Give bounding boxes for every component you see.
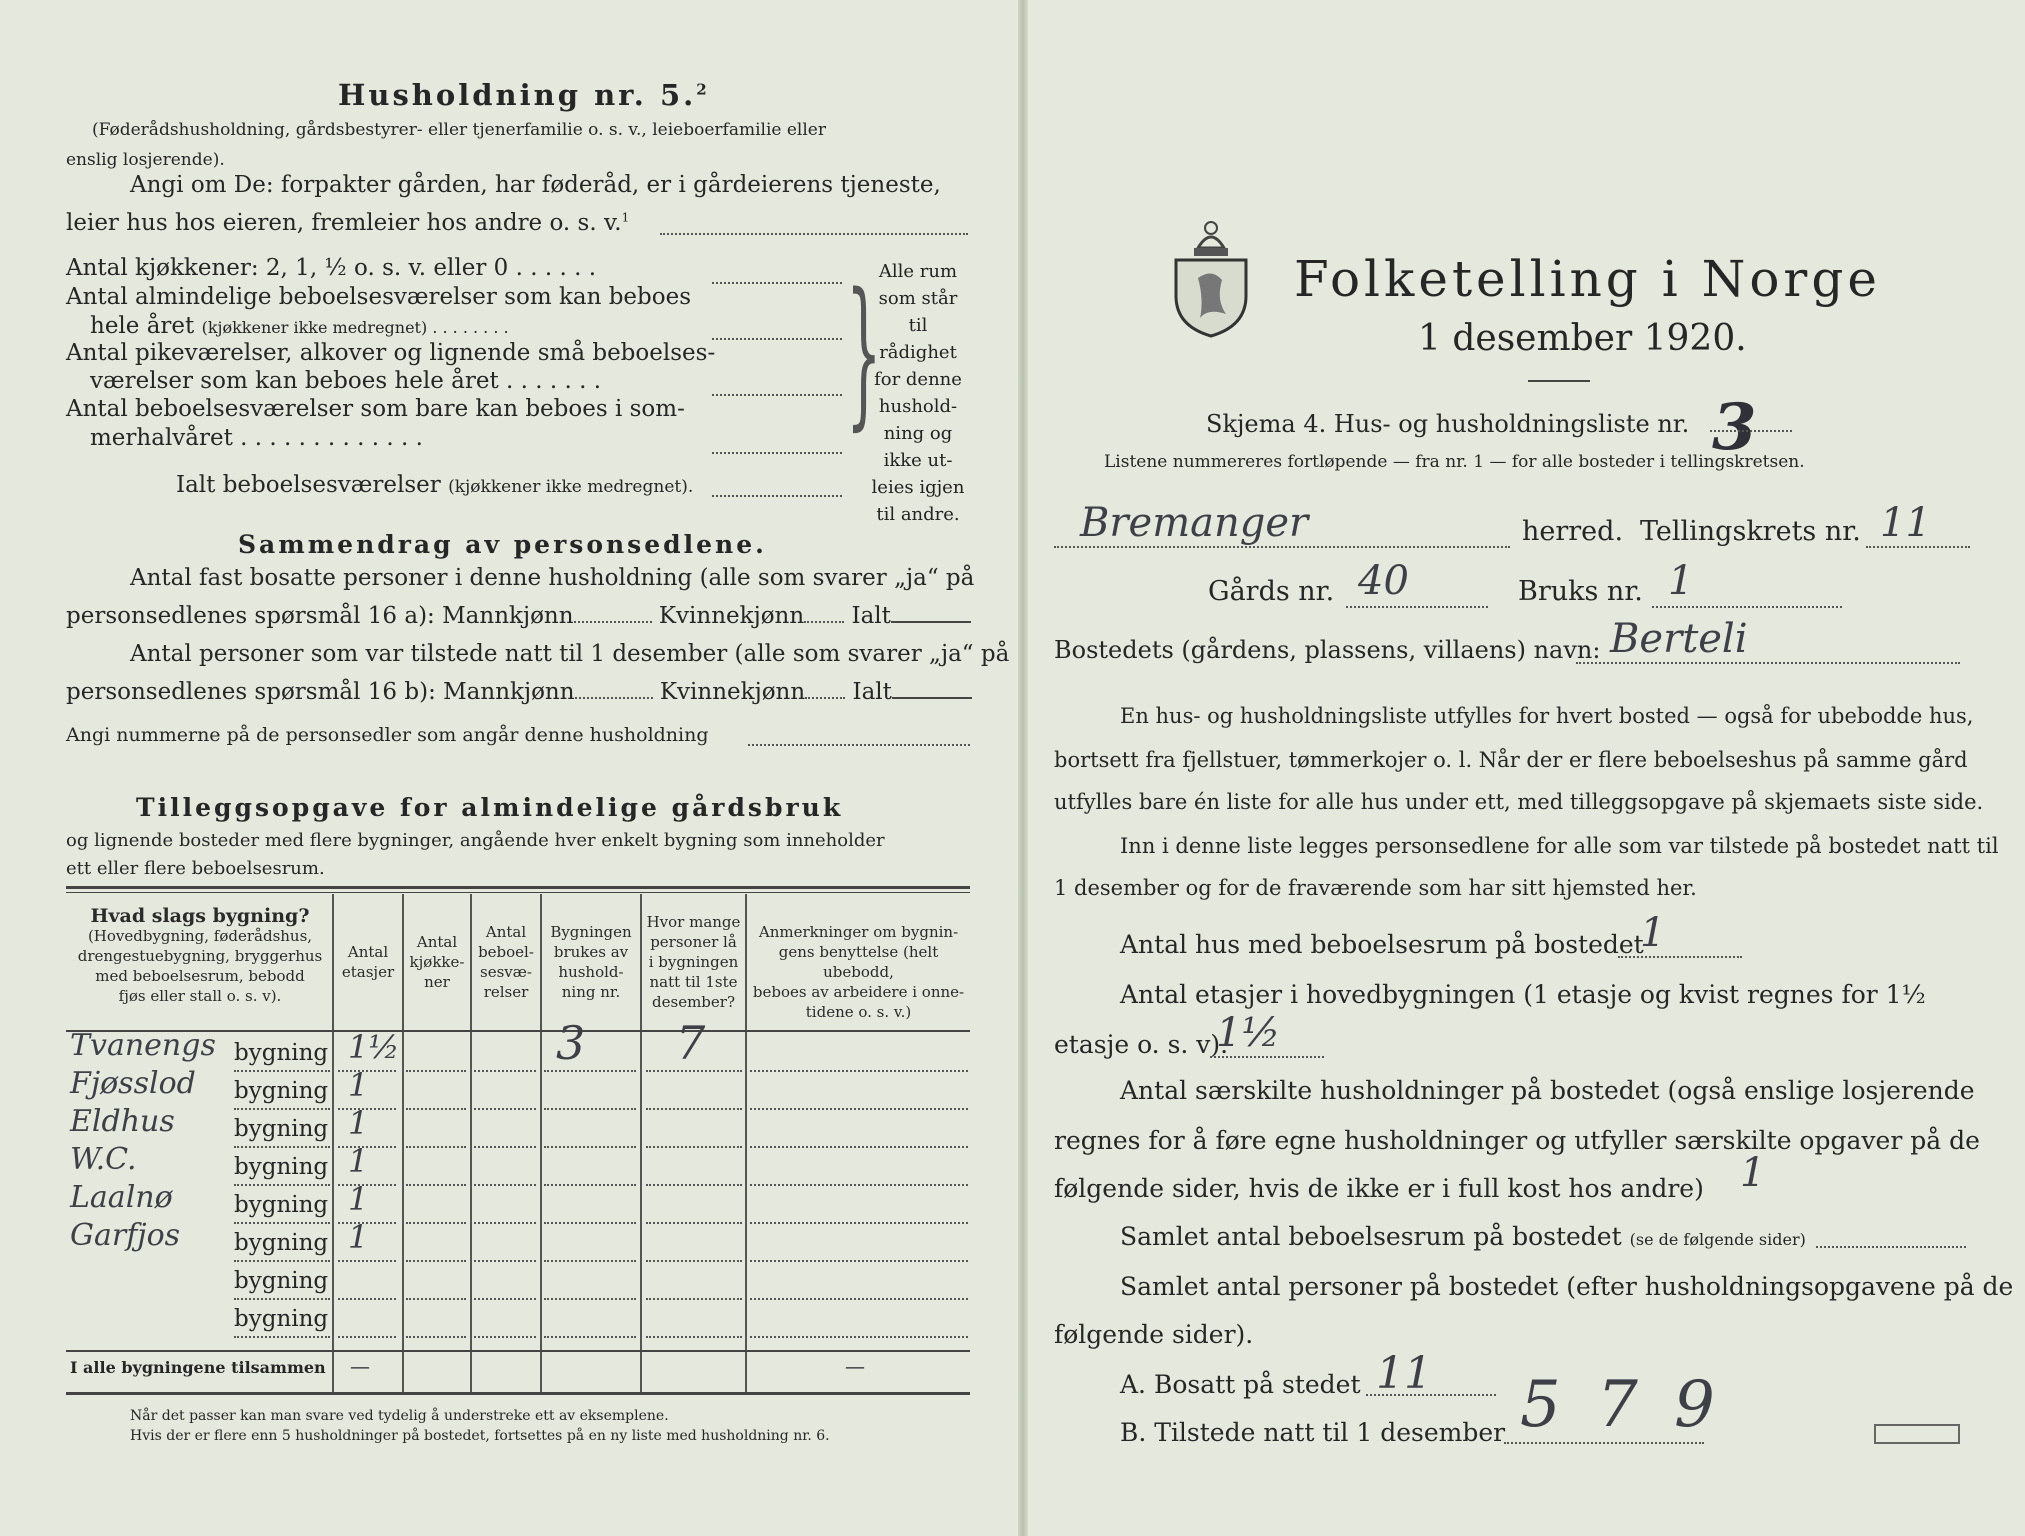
- row-cell-line: [234, 1184, 330, 1186]
- qa-line: [1366, 1394, 1496, 1396]
- angi-line-2-text: leier hus hos eieren, fremleier hos andre o. s. v.: [66, 210, 622, 236]
- page-fold: [1018, 0, 1028, 1536]
- rooms-ordinary-2a: hele året: [90, 313, 195, 339]
- q5-line-2: følgende sider).: [1054, 1320, 1254, 1349]
- summary-kvinne-b: Kvinnekjønn: [659, 679, 806, 705]
- row-cell-line: [406, 1184, 466, 1186]
- header-line: sesvæ-: [480, 963, 532, 981]
- side-note-line: som står til: [878, 288, 958, 336]
- kitchens-answer-line: [712, 282, 842, 284]
- nummerne-answer-line: [748, 744, 970, 746]
- header-line: ner: [424, 973, 450, 991]
- row-cell-line: [544, 1184, 636, 1186]
- building-type-handwritten: Eldhus: [70, 1104, 175, 1139]
- row-cell-line: [234, 1298, 330, 1300]
- header-beboelsesvaerelser: [472, 922, 540, 1002]
- q4-note: (se de følgende sider): [1629, 1230, 1806, 1249]
- row-cell-line: [544, 1260, 636, 1262]
- row-cell-line: [646, 1298, 742, 1300]
- table-top-rule-2: [66, 892, 970, 893]
- row-cell-line: [406, 1222, 466, 1224]
- header-building-type: [70, 906, 330, 1006]
- q3-answer: 1: [1740, 1150, 1766, 1196]
- row-cell-line: [406, 1336, 466, 1338]
- header-line: Hvor mange: [646, 913, 741, 931]
- row-cell-line: [750, 1298, 968, 1300]
- q3-line-1: Antal særskilte husholdninger på bostedet (også enslige losjerende: [1120, 1076, 1975, 1105]
- row-cell-line: [474, 1070, 536, 1072]
- listene-line: Listene nummereres fortløpende — fra nr. 1 — for alle bosteder i tellingskretsen.: [1104, 452, 1805, 472]
- qa-answer: 11: [1376, 1348, 1432, 1399]
- row-cell-line: [338, 1336, 396, 1338]
- row-cell-line: [406, 1070, 466, 1072]
- q2-answer: 1½: [1216, 1010, 1281, 1056]
- q4-text: Samlet antal beboelsesrum på bostedet: [1120, 1222, 1622, 1251]
- total-etasjer-dash: —: [350, 1354, 370, 1378]
- row-cell-line: [234, 1146, 330, 1148]
- header-line: fjøs eller stall o. s. v).: [118, 987, 282, 1005]
- row-cell-line: [474, 1222, 536, 1224]
- side-note-brace: }: [846, 258, 882, 445]
- total-top-rule: [66, 1350, 970, 1352]
- skjema-number-line: [1710, 430, 1792, 432]
- title-rule: [1528, 380, 1590, 382]
- etasjer-value: 1: [348, 1066, 369, 1104]
- summary-line-2: [66, 603, 971, 629]
- building-type-handwritten: W.C.: [70, 1142, 137, 1177]
- herred-label: herred.: [1522, 516, 1624, 547]
- row-cell-line: [750, 1070, 968, 1072]
- q3-line-2: regnes for å føre egne husholdninger og utfyller særskilte opgaver på de: [1054, 1126, 1980, 1155]
- header-building-type-title: Hvad slags bygning?: [90, 905, 310, 927]
- header-line: natt til 1ste: [649, 973, 738, 991]
- header-kjokkener: [404, 932, 470, 992]
- intro-line-2: enslig losjerende).: [66, 150, 225, 170]
- row-cell-line: [544, 1222, 636, 1224]
- tillegg-sub-2: ett eller flere beboelsesrum.: [66, 858, 325, 879]
- bostedet-line: [1576, 662, 1960, 664]
- building-type-handwritten: Tvanengs: [70, 1028, 216, 1063]
- tillegg-sub-1: og lignende bosteder med flere bygninger, angående hver enkelt bygning som inneholder: [66, 830, 885, 851]
- row-cell-line: [474, 1184, 536, 1186]
- side-note-line: hushold-: [878, 396, 958, 417]
- row-cell-line: [750, 1260, 968, 1262]
- row-cell-line: [646, 1070, 742, 1072]
- header-line: etasjer: [341, 963, 395, 981]
- bruks-label: Bruks nr.: [1518, 576, 1643, 607]
- total-anmerk-dash: —: [845, 1354, 865, 1378]
- row-cell-line: [406, 1298, 466, 1300]
- header-line: Antal: [416, 933, 458, 951]
- bruks-number: 1: [1668, 558, 1694, 604]
- rooms-kitchens: Antal kjøkkener: 2, 1, ½ o. s. v. eller 0 . . . . . .: [66, 255, 597, 281]
- row-cell-line: [474, 1146, 536, 1148]
- row-cell-line: [406, 1260, 466, 1262]
- row-cell-line: [544, 1070, 636, 1072]
- angi-sup: 1: [621, 210, 630, 225]
- building-label: bygning: [234, 1230, 329, 1256]
- row-cell-line: [750, 1184, 968, 1186]
- para1-line-1: En hus- og husholdningsliste utfylles for hvert bosted — også for ubebodde hus,: [1120, 704, 1974, 728]
- q1-line: [1618, 956, 1742, 958]
- building-label: bygning: [234, 1040, 329, 1066]
- header-line: Anmerkninger om bygnin-: [758, 923, 959, 941]
- rooms-summer-2: merhalvåret . . . . . . . . . . . . .: [90, 425, 423, 451]
- row-cell-line: [750, 1146, 968, 1148]
- total-rooms-answer-line: [712, 495, 842, 497]
- tillegg-title: Tilleggsopgave for almindelige gårdsbruk: [136, 793, 844, 822]
- footnote-1: Når det passer kan man svare ved tydelig å understreke ett av eksemplene.: [130, 1408, 669, 1424]
- etasjer-value: 1: [348, 1142, 369, 1180]
- skjema-number: 3: [1712, 390, 1757, 465]
- q4-label: [1120, 1222, 1806, 1251]
- header-line: beboel-: [478, 943, 534, 961]
- rooms-small-1: Antal pikeværelser, alkover og lignende små beboelses-: [66, 340, 716, 366]
- row-cell-line: [750, 1336, 968, 1338]
- row-cell-line: [544, 1108, 636, 1110]
- header-line: beboes av arbeidere i onne-: [752, 983, 965, 1001]
- para1-line-3: utfylles bare én liste for alle hus under ett, med tilleggsopgave på skjemaets siste side.: [1054, 790, 1984, 814]
- side-note-line: ikke ut-: [883, 450, 953, 471]
- angi-line-2: [66, 210, 629, 236]
- q5-line-1: Samlet antal personer på bostedet (efter husholdningsopgavene på de: [1120, 1272, 2014, 1301]
- header-line: personer lå: [650, 933, 737, 951]
- side-note-line: Alle rum: [878, 261, 958, 282]
- header-etasjer: [334, 942, 402, 982]
- row-cell-line: [646, 1222, 742, 1224]
- skjema-line: Skjema 4. Hus- og husholdningsliste nr.: [1206, 410, 1690, 438]
- row-cell-line: [646, 1146, 742, 1148]
- para1-line-2: bortsett fra fjellstuer, tømmerkojer o. l. Når der er flere beboelseshus på samme gård: [1054, 748, 1968, 772]
- side-note-line: til andre.: [876, 504, 960, 525]
- coat-of-arms-icon: [1168, 208, 1254, 338]
- gards-line: [1346, 606, 1488, 608]
- rooms-small-2: værelser som kan beboes hele året . . . . . . .: [90, 368, 602, 394]
- tellingskrets-label: Tellingskrets nr.: [1640, 516, 1861, 547]
- qb-line: [1504, 1442, 1704, 1444]
- gards-label: Gårds nr.: [1208, 576, 1335, 607]
- header-line: (Hovedbygning, føderådshus,: [87, 927, 313, 945]
- row-cell-line: [474, 1260, 536, 1262]
- summary-line-4: [66, 679, 972, 705]
- row-cell-line: [750, 1222, 968, 1224]
- building-type-handwritten: Fjøsslod: [70, 1066, 196, 1101]
- building-label: bygning: [234, 1306, 329, 1332]
- rooms-total-note: (kjøkkener ikke medregnet).: [448, 477, 694, 497]
- angi-line-1: Angi om De: forpakter gården, har føderåd, er i gårdeierens tjeneste,: [130, 172, 941, 198]
- herred-line: [1054, 546, 1510, 548]
- summary-title: Sammendrag av personsedlene.: [238, 530, 767, 559]
- etasjer-value: 1: [348, 1104, 369, 1142]
- census-date: 1 desember 1920.: [1418, 318, 1747, 359]
- building-label: bygning: [234, 1268, 329, 1294]
- header-line: kjøkke-: [409, 953, 465, 971]
- qb-answer: 5 7 9: [1520, 1368, 1723, 1442]
- summary-line-5: Angi nummerne på de personsedler som angår denne husholdning: [66, 724, 709, 746]
- rooms-summer-1: Antal beboelsesværelser som bare kan beboes i som-: [66, 396, 685, 422]
- side-note-line: rådighet: [879, 342, 957, 363]
- header-line: relser: [483, 983, 529, 1001]
- para2-line-2: 1 desember og for de fraværende som har sitt hjemsted her.: [1054, 876, 1697, 900]
- header-line: hushold-: [558, 963, 624, 981]
- side-note: [868, 258, 968, 528]
- header-husholdning-nr: [542, 922, 640, 1002]
- rooms-ordinary-2b: (kjøkkener ikke medregnet): [201, 318, 428, 337]
- angi-answer-line: [660, 233, 968, 235]
- row-cell-line: [750, 1108, 968, 1110]
- row-cell-line: [646, 1260, 742, 1262]
- row-cell-line: [234, 1260, 330, 1262]
- herred-name: Bremanger: [1080, 500, 1309, 546]
- summer-answer-line: [712, 452, 842, 454]
- row-cell-line: [544, 1336, 636, 1338]
- household-title: [338, 78, 710, 112]
- q2-line-1: Antal etasjer i hovedbygningen (1 etasje og kvist regnes for 1½: [1120, 980, 1926, 1009]
- summary-mann-a: personsedlenes spørsmål 16 a): Mannkjønn: [66, 603, 574, 629]
- q4-line: [1816, 1246, 1966, 1248]
- q2-line: [1210, 1056, 1324, 1058]
- building-type-handwritten: Garfjos: [70, 1218, 181, 1253]
- building-label: bygning: [234, 1192, 329, 1218]
- table-top-rule: [66, 886, 970, 889]
- header-line: i bygningen: [648, 953, 739, 971]
- footnote-2: Hvis der er flere enn 5 husholdninger på bostedet, fortsettes på en ny liste med husholdning nr. 6.: [130, 1428, 830, 1444]
- row-cell-line: [338, 1260, 396, 1262]
- q2-line-2: etasje o. s. v).: [1054, 1030, 1229, 1059]
- summary-ialt-a: Ialt: [851, 603, 891, 629]
- header-line: Antal: [485, 923, 527, 941]
- q3-line-3: følgende sider, hvis de ikke er i full kost hos andre): [1054, 1174, 1704, 1203]
- header-line: med beboelsesrum, bebodd: [95, 967, 305, 985]
- row-cell-line: [544, 1146, 636, 1148]
- q1-label: Antal hus med beboelsesrum på bostedet: [1120, 930, 1644, 959]
- row-cell-line: [338, 1298, 396, 1300]
- personer-value: 7: [676, 1016, 706, 1070]
- small-answer-line: [712, 394, 842, 396]
- husholdning-value: 3: [556, 1016, 586, 1070]
- row-cell-line: [646, 1336, 742, 1338]
- header-line: Bygningen: [550, 923, 632, 941]
- household-title-sup: 2: [696, 80, 710, 99]
- row-cell-line: [646, 1184, 742, 1186]
- building-label: bygning: [234, 1078, 329, 1104]
- header-line: desember?: [652, 993, 735, 1011]
- row-cell-line: [234, 1336, 330, 1338]
- rooms-total-label: Ialt beboelsesværelser: [176, 472, 441, 498]
- side-note-line: ning og: [883, 423, 953, 444]
- row-cell-line: [406, 1146, 466, 1148]
- row-cell-line: [646, 1108, 742, 1110]
- qa-label: A. Bosatt på stedet: [1120, 1370, 1361, 1399]
- printer-stamp: [1874, 1424, 1960, 1444]
- row-cell-line: [234, 1070, 330, 1072]
- tellingskrets-number: 11: [1880, 500, 1931, 546]
- row-cell-line: [234, 1222, 330, 1224]
- header-line: Antal: [347, 943, 389, 961]
- header-personer: [642, 912, 745, 1012]
- row-cell-line: [406, 1108, 466, 1110]
- etasjer-value: 1: [348, 1180, 369, 1218]
- row-cell-line: [544, 1298, 636, 1300]
- side-note-line: leies igjen: [871, 477, 965, 498]
- row-cell-line: [474, 1336, 536, 1338]
- building-type-handwritten: Laalnø: [70, 1180, 173, 1215]
- summary-ialt-b: Ialt: [852, 679, 892, 705]
- ordinary-answer-line: [712, 338, 842, 340]
- header-line: brukes av: [553, 943, 629, 961]
- household-title-text: Husholdning nr. 5.: [338, 78, 697, 112]
- tellingskrets-line: [1866, 546, 1970, 548]
- row-cell-line: [474, 1108, 536, 1110]
- summary-kvinne-a: Kvinnekjønn: [658, 603, 805, 629]
- bostedet-label: Bostedets (gårdens, plassens, villaens) navn:: [1054, 636, 1601, 664]
- summary-line-1: Antal fast bosatte personer i denne husholdning (alle som svarer „ja“ på: [130, 565, 975, 591]
- q1-answer: 1: [1640, 910, 1666, 956]
- building-label: bygning: [234, 1154, 329, 1180]
- census-title: Folketelling i Norge: [1294, 250, 1881, 308]
- summary-mann-b: personsedlenes spørsmål 16 b): Mannkjønn: [66, 679, 575, 705]
- building-label: bygning: [234, 1116, 329, 1142]
- para2-line-1: Inn i denne liste legges personsedlene for alle som var tilstede på bostedet natt til: [1120, 834, 1999, 858]
- header-line: gens benyttelse (helt ubebodd,: [778, 943, 939, 981]
- rooms-ordinary-1: Antal almindelige beboelsesværelser som kan beboes: [66, 284, 692, 310]
- bruks-line: [1652, 606, 1842, 608]
- row-cell-line: [234, 1108, 330, 1110]
- row-cell-line: [474, 1298, 536, 1300]
- etasjer-value: 1: [348, 1218, 369, 1256]
- bostedet-name: Berteli: [1610, 616, 1748, 662]
- qb-label: B. Tilstede natt til 1 desember: [1120, 1418, 1506, 1447]
- header-anmerkninger: [747, 922, 970, 1022]
- gards-number: 40: [1358, 558, 1409, 604]
- rooms-ordinary-2: hele året (kjøkkener ikke medregnet) . . . . . . . .: [90, 313, 509, 339]
- header-line: ning nr.: [561, 983, 621, 1001]
- side-note-line: for denne: [874, 369, 962, 390]
- total-bottom-rule: [66, 1392, 970, 1395]
- header-line: drengestuebygning, bryggerhus: [77, 947, 323, 965]
- intro-line-1: (Føderådshusholdning, gårdsbestyrer- eller tjenerfamilie o. s. v., leieboerfamilie eller: [92, 120, 826, 140]
- etasjer-value: 1½: [348, 1028, 400, 1066]
- total-label: I alle bygningene tilsammen: [70, 1358, 326, 1377]
- header-line: tidene o. s. v.): [805, 1003, 912, 1021]
- summary-line-3: Antal personer som var tilstede natt til 1 desember (alle som svarer „ja“ på: [130, 641, 1010, 667]
- rooms-total: [176, 472, 693, 498]
